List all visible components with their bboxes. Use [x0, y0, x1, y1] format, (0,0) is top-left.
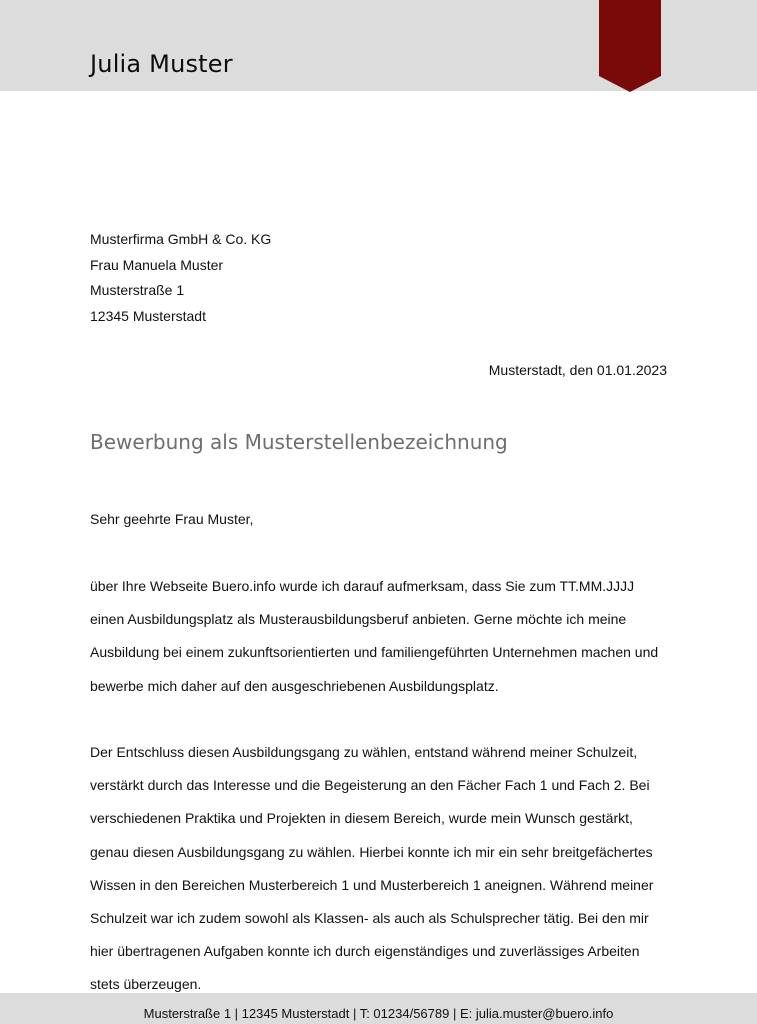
date-line: Musterstadt, den 01.01.2023	[488, 362, 667, 378]
footer-contact: Musterstraße 1 | 12345 Musterstadt | T: 01234/56789 | E: julia.muster@buero.info	[143, 1006, 614, 1021]
subject-line: Bewerbung als Musterstellenbezeichnung	[90, 430, 508, 454]
salutation: Sehr geehrte Frau Muster,	[90, 511, 254, 527]
text-line: verschiedenen Praktika und Projekten in diesem Bereich, wurde mein Wunsch gestärkt,	[90, 810, 633, 827]
recipient-company: Musterfirma GmbH & Co. KG	[90, 231, 272, 247]
text-line: Ausbildung bei einem zukunftsorientierten und familiengeführten Unternehmen machen und	[90, 644, 659, 661]
recipient-person: Frau Manuela Muster	[90, 256, 224, 273]
text-line: Schulzeit war ich zudem sowohl als Klassen- als auch als Schulsprecher tätig. Bei den mir	[90, 909, 649, 926]
paragraph-2	[90, 736, 653, 1002]
recipient-address	[90, 227, 271, 329]
text-line: stets überzeugen.	[90, 976, 202, 993]
text-line: verstärkt durch das Interesse und die Begeisterung an den Fächer Fach 1 und Fach 2. Bei	[90, 777, 650, 794]
recipient-city: 12345 Musterstadt	[90, 307, 206, 324]
sender-name: Julia Muster	[90, 50, 233, 78]
bookmark-ribbon-icon	[599, 0, 661, 92]
paragraph-1	[90, 570, 658, 703]
text-line: hier übertragenen Aufgaben konnte ich durch eigenständiges und zuverlässiges Arbeiten	[90, 943, 640, 960]
text-line: einen Ausbildungsplatz als Musterausbildungsberuf anbieten. Gerne möchte ich meine	[90, 611, 627, 628]
text-line: Wissen in den Bereichen Musterbereich 1 und Musterbereich 1 aneignen. Während meiner	[90, 876, 654, 893]
text-line: bewerbe mich daher auf den ausgeschriebenen Ausbildungsplatz.	[90, 677, 499, 694]
text-line: Der Entschluss diesen Ausbildungsgang zu wählen, entstand während meiner Schulzeit,	[90, 744, 638, 760]
text-line: genau diesen Ausbildungsgang zu wählen. Hierbei konnte ich mir ein sehr breitgefächertes	[90, 843, 653, 860]
text-line: über Ihre Webseite Buero.info wurde ich darauf aufmerksam, dass Sie zum TT.MM.JJJJ	[90, 578, 635, 594]
recipient-street: Musterstraße 1	[90, 282, 185, 298]
